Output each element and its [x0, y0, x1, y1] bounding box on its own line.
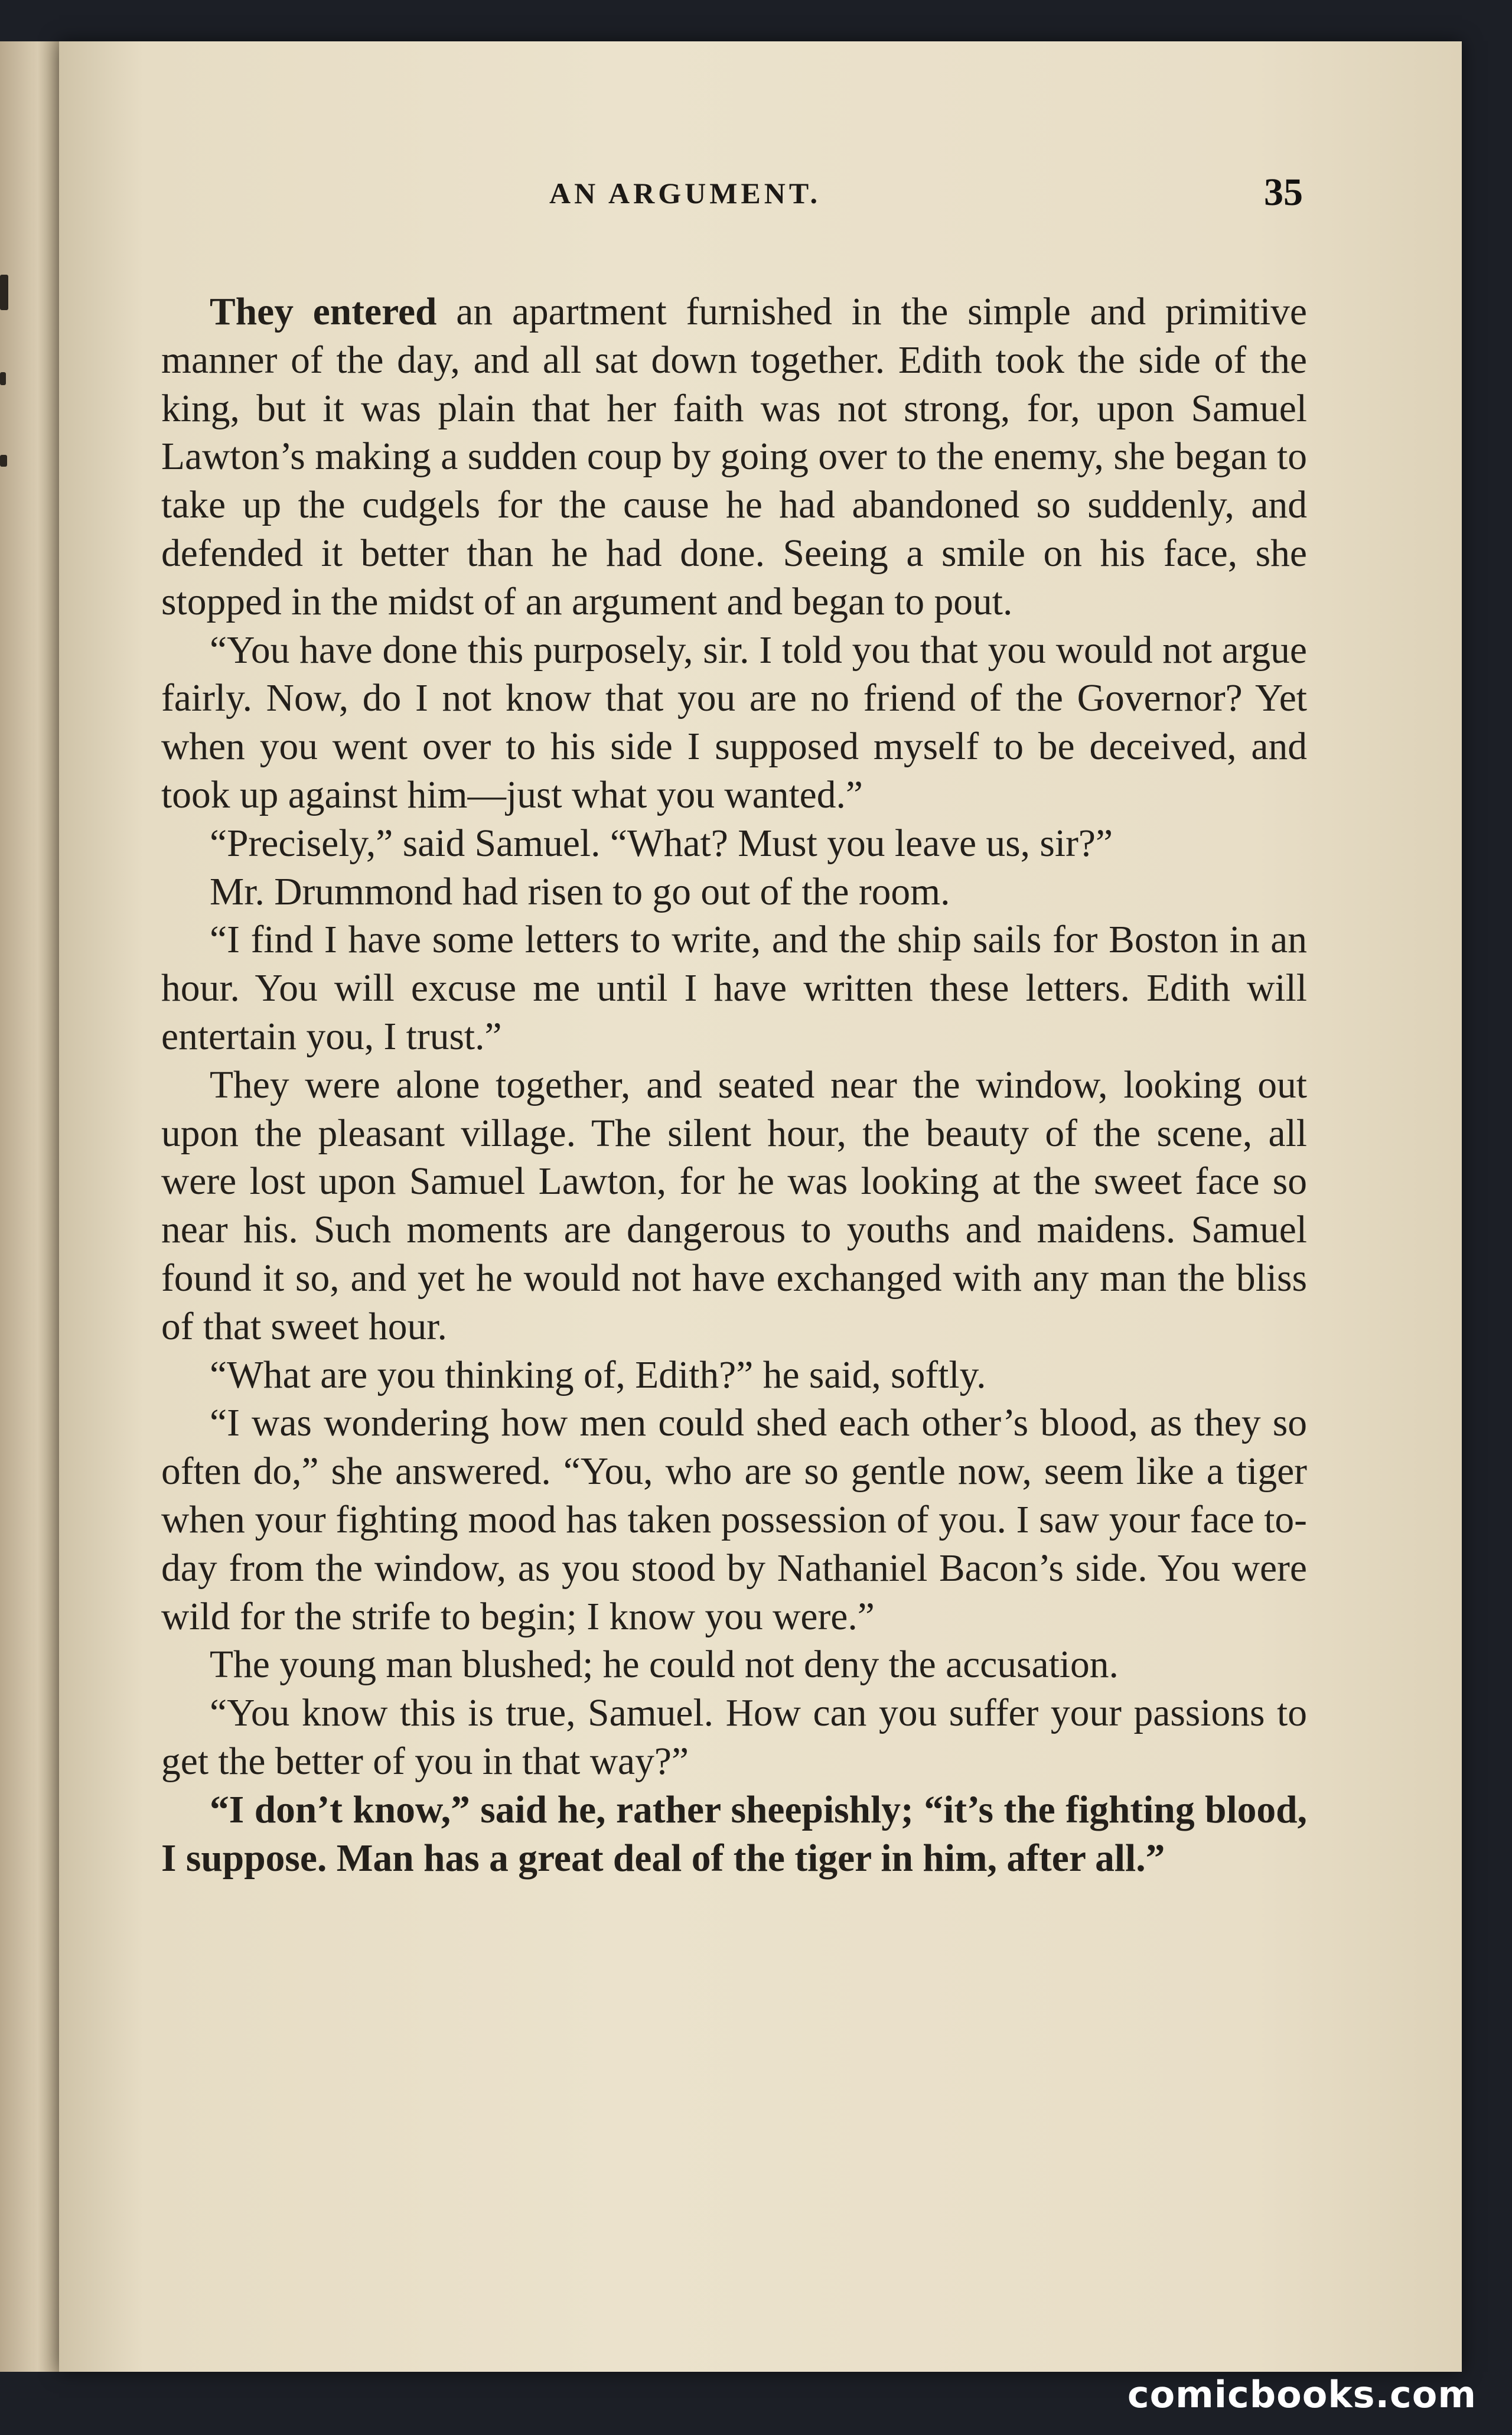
- running-title: AN ARGUMENT.: [549, 177, 821, 210]
- paragraph: [161, 288, 1307, 627]
- paragraph-lead: They entered: [210, 291, 437, 333]
- paragraph-text: an apartment furnished in the simple and primitive manner of the day, and all sat down together. Edith took the side of the king, but it was plain that her faith was not strong, for, upon Samuel Lawton’s making a sudden coup by going over to the enemy, she began to take up the cudgels for the cause he had abandoned so suddenly, and defended it better than he had done. Seeing a smile on his face, she stopped in the midst of an argument and began to pout.: [161, 291, 1307, 623]
- paragraph: “I was wondering how men could shed each other’s blood, as they so often do,” she answered. “You, who are so gentle now, seem like a tiger when your fighting mood has taken possession of you. I saw your face to-day from the window, as you stood by Nathaniel Bacon’s side. You were wild for the strife to begin; I know you were.”: [161, 1402, 1307, 1638]
- paragraph: “You have done this purposely, sir. I told you that you would not argue fairly. Now, do I not know that you are no friend of the Governor? Yet when you went over to his side I supposed myself to be deceived, and took up against him—just what you wanted.”: [161, 629, 1307, 816]
- paragraph: “Precisely,” said Samuel. “What? Must you leave us, sir?”: [210, 822, 1113, 865]
- paragraph: “I find I have some letters to write, and the ship sails for Boston in an hour. You will excuse me until I have written these letters. Edith will entertain you, I trust.”: [161, 919, 1307, 1058]
- paragraph: “I don’t know,” said he, rather sheepishly; “it’s the fighting blood, I suppose. Man has a great deal of the tiger in him, after all.”: [161, 1788, 1307, 1880]
- body-text: [161, 288, 1307, 1883]
- page-number: 35: [1264, 171, 1303, 214]
- paragraph: “What are you thinking of, Edith?” he said, softly.: [210, 1353, 986, 1396]
- watermark: comicbooks.com: [1127, 2373, 1477, 2416]
- paragraph: “You know this is true, Samuel. How can you suffer your passions to get the better of you in that way?”: [161, 1692, 1307, 1783]
- paragraph: Mr. Drummond had risen to go out of the room.: [210, 870, 950, 913]
- paragraph: They were alone together, and seated near the window, looking out upon the pleasant village. The silent hour, the beauty of the scene, all were lost upon Samuel Lawton, for he was looking at the sweet face so near his. Such moments are dangerous to youths and maidens. Samuel found it so, and yet he would not have exchanged with any man the bliss of that sweet hour.: [161, 1063, 1307, 1348]
- paragraph: The young man blushed; he could not deny the accusation.: [210, 1643, 1119, 1687]
- book-page: [59, 41, 1462, 2372]
- running-head: [59, 171, 1462, 229]
